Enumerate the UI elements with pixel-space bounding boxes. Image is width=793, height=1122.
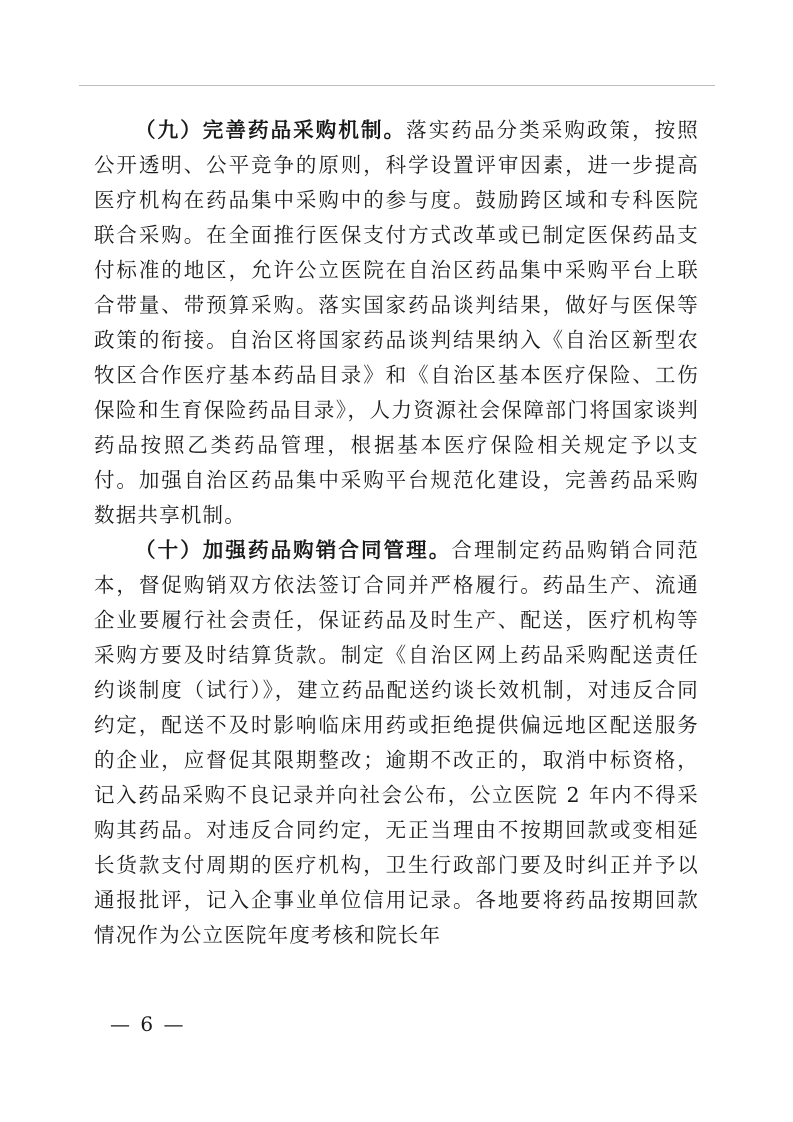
paragraph-9-text: 落实药品分类采购政策，按照公开透明、公平竞争的原则，科学设置评审因素，进一步提高医疗机构在药品集中采购中的参与度。鼓励跨区域和专科医院联合采购。在全面推行医保支付方式改革或已制定医保药品支付标准的地区，允许公立医院在自治区药品集中采购平台上联合带量、带预算采购。落实国家药品谈判结果，做好与医保等政策的衔接。自治区将国家药品谈判结果纳入《自治区新型农牧区合作医疗基本药品目录》和《自治区基本医疗保险、工伤保险和生育保险药品目录》，人力资源社会保障部门将国家谈判药品按照乙类药品管理，根据基本医疗保险相关规定予以支付。加强自治区药品集中采购平台规范化建设，完善药品采购数据共享机制。 <box>94 118 699 527</box>
page-number: — 6 — <box>110 1012 186 1036</box>
section-heading-10: （十）加强药品购销合同管理。 <box>135 538 452 562</box>
header-rule <box>79 85 715 86</box>
document-body <box>94 113 699 953</box>
section-heading-9: （九）完善药品采购机制。 <box>135 118 407 142</box>
paragraph-10-text: 合理制定药品购销合同范本，督促购销双方依法签订合同并严格履行。药品生产、流通企业要履行社会责任，保证药品及时生产、配送，医疗机构等采购方要及时结算货款。制定《自治区网上药品采购配送责任约谈制度（试行）》，建立药品配送约谈长效机制，对违反合同约定，配送不及时影响临床用药或拒绝提供偏远地区配送服务的企业，应督促其限期整改；逾期不改正的，取消中标资格，记入药品采购不良记录并向社会公布，公立医院 2 年内不得采购其药品。对违反合同约定，无正当理由不按期回款或变相延长货款支付周期的医疗机构，卫生行政部门要及时纠正并予以通报批评，记入企事业单位信用记录。各地要将药品按期回款情况作为公立医院年度考核和院长年 <box>94 538 699 947</box>
paragraph-10 <box>94 533 699 953</box>
paragraph-9 <box>94 113 699 533</box>
